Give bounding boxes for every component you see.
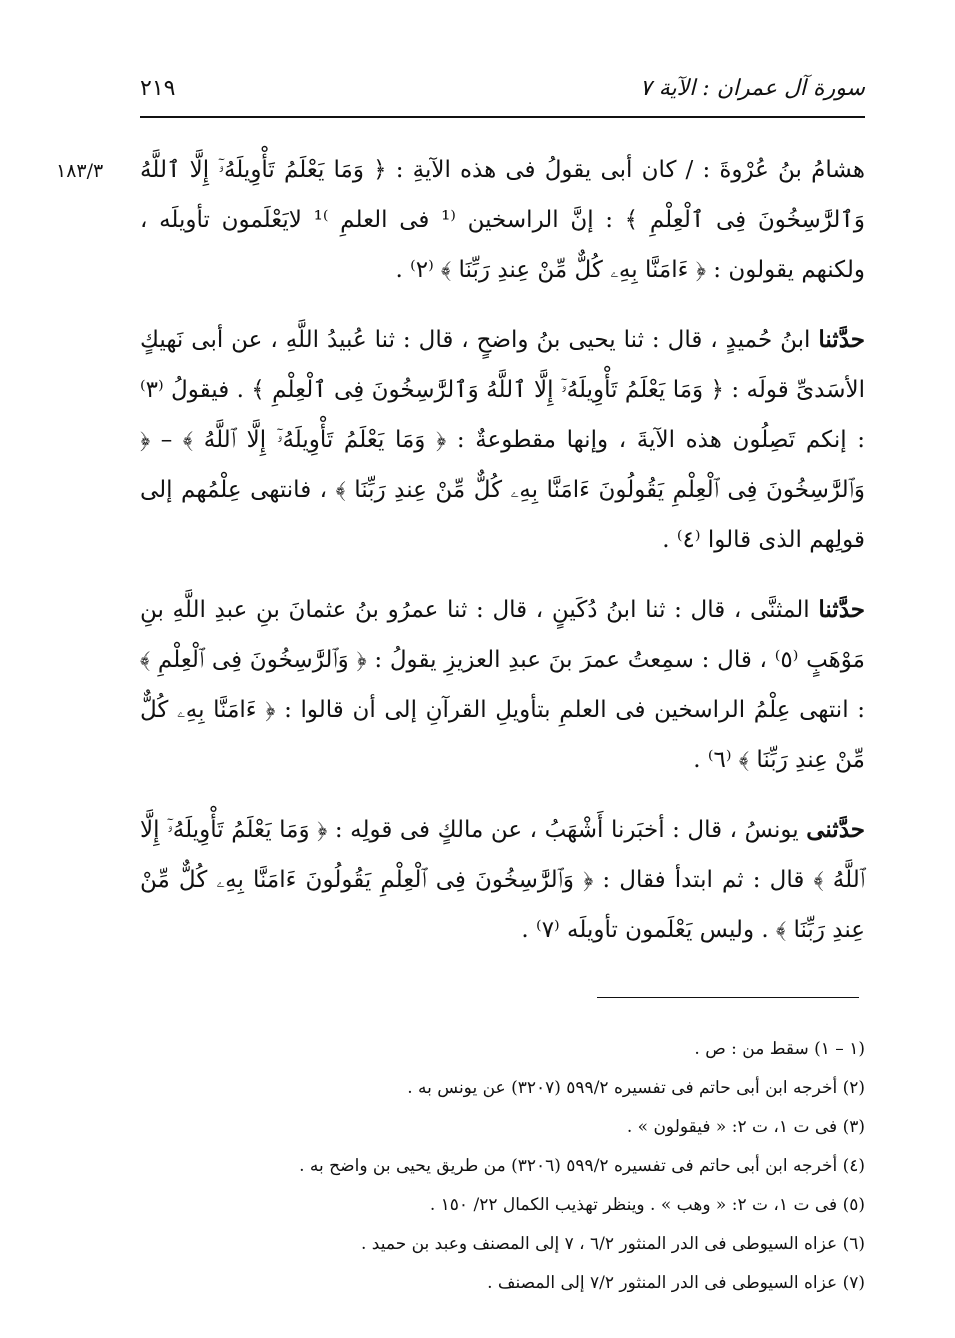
footnote: (٧) عزاه السيوطى فى الدر المنثور ٧/٢ إلى المصنف . — [487, 1273, 865, 1293]
paragraph-3 — [140, 585, 865, 785]
footnote: (٣) فى ت ١، ت ٢: « فيقولون » . — [626, 1117, 865, 1137]
paragraph-text: ابنُ حُميدٍ ، قال : ثنا يحيى بنُ واضحٍ ، قال : ثنا عُبيدُ اللَّهِ ، عن أبى نَهيكٍ الأسَدىِّ قولَه : ﴿ وَمَا يَعْلَمُ تَأْوِيلَهُۥٓ إِلَّا ٱللَّهُ وَٱلرَّٰسِخُونَ فِى ٱلْعِلْمِ ﴾ . فيقولُ ⁽٣⁾ : إنكم تَصِلُون هذه الآيةَ ، وإنها مقطوعةٌ : ﴿ وَمَا يَعْلَمُ تَأْوِيلَهُۥٓ إِلَّا ٱللَّهُ ﴾ – ﴿ وَٱلرَّٰسِخُونَ فِى ٱلْعِلْمِ يَقُولُونَ ءَامَنَّا بِهِۦ كُلٌّ مِّنْ عِندِ رَبِّنَا ﴾ ، فانتهى عِلْمُهم إلى قولِهم الذى قالوا ⁽٤⁾ . — [140, 327, 865, 553]
paragraph-1 — [140, 145, 865, 295]
footnote: (٦) عزاه السيوطى فى الدر المنثور ٦/٢ ، ٧ إلى المصنف وعبد بن حميد . — [361, 1234, 865, 1254]
paragraph-text: هشامُ بنُ عُرْوةَ : / كان أبى يقولُ فى هذه الآيةِ : ﴿ وَمَا يَعْلَمُ تَأْوِيلَهُۥٓ إِلَّا ٱللَّهُ وَٱلرَّٰسِخُونَ فِى ٱلْعِلْمِ ﴾ : إنَّ الراسخين ⁽¹ فى العلمِ ⁾¹ لايَعْلَمون تأويلَه ، ولكنهم يقولون : ﴿ ءَامَنَّا بِهِۦ كُلٌّ مِّنْ عِندِ رَبِّنَا ﴾ ⁽٢⁾ . — [140, 157, 865, 283]
paragraph-lead: حدَّثنا — [818, 326, 865, 353]
main-text — [140, 145, 865, 975]
paragraph-text: يونسُ ، قال : أخبَرنا أَشْهَبُ ، عن مالكٍ فى قولِه : ﴿ وَمَا يَعْلَمُ تَأْوِيلَهُۥٓ إِلَّا ٱللَّهُ ﴾ قال : ثم ابتدأ فقال : ﴿ وَٱلرَّٰسِخُونَ فِى ٱلْعِلْمِ يَقُولُونَ ءَامَنَّا بِهِۦ كُلٌّ مِّنْ عِندِ رَبِّنَا ﴾ . وليس يَعْلَمون تأويلَه ⁽٧⁾ . — [140, 817, 865, 943]
paragraph-4 — [140, 805, 865, 955]
paragraph-lead: حدَّثنى — [806, 816, 865, 843]
paragraph-lead: حدَّثنا — [818, 596, 865, 623]
paragraph-2 — [140, 315, 865, 565]
margin-reference: ١٨٣/٣ — [56, 160, 104, 182]
paragraph-text: المثنَّى ، قال : ثنا ابنُ دُكَينٍ ، قال : ثنا عمرُو بنُ عثمانَ بنِ عبدِ اللَّهِ بنِ مَوْهَبٍ ⁽٥⁾ ، قال : سمِعتُ عمرَ بنَ عبدِ العزيزِ يقولُ : ﴿ وَٱلرَّٰسِخُونَ فِى ٱلْعِلْمِ ﴾ : انتهى عِلْمُ الراسخين فى العلمِ بتأويلِ القرآنِ إلى أن قالوا : ﴿ ءَامَنَّا بِهِۦ كُلٌّ مِّنْ عِندِ رَبِّنَا ﴾ ⁽٦⁾ . — [140, 597, 865, 773]
page-number: ٢١٩ — [140, 76, 176, 101]
footnote: (٥) فى ت ١، ت ٢: « وهب » . وينظر تهذيب الكمال ٢٢/ ١٥٠ . — [429, 1195, 865, 1215]
running-title: سورة آل عمران : الآية ٧ — [639, 76, 865, 101]
footnotes — [140, 1030, 865, 1303]
page-header — [140, 68, 865, 118]
footnote: (٢) أخرجه ابن أبى حاتم فى تفسيره ٥٩٩/٢ (٣٢٠٧) عن يونس به . — [407, 1078, 865, 1098]
footnote-separator — [597, 997, 859, 998]
footnote: (٤) أخرجه ابن أبى حاتم فى تفسيره ٥٩٩/٢ (٣٢٠٦) من طريق يحيى بن واضح به . — [299, 1156, 865, 1176]
footnote: (١ – ١) سقط من : ص . — [694, 1039, 865, 1059]
